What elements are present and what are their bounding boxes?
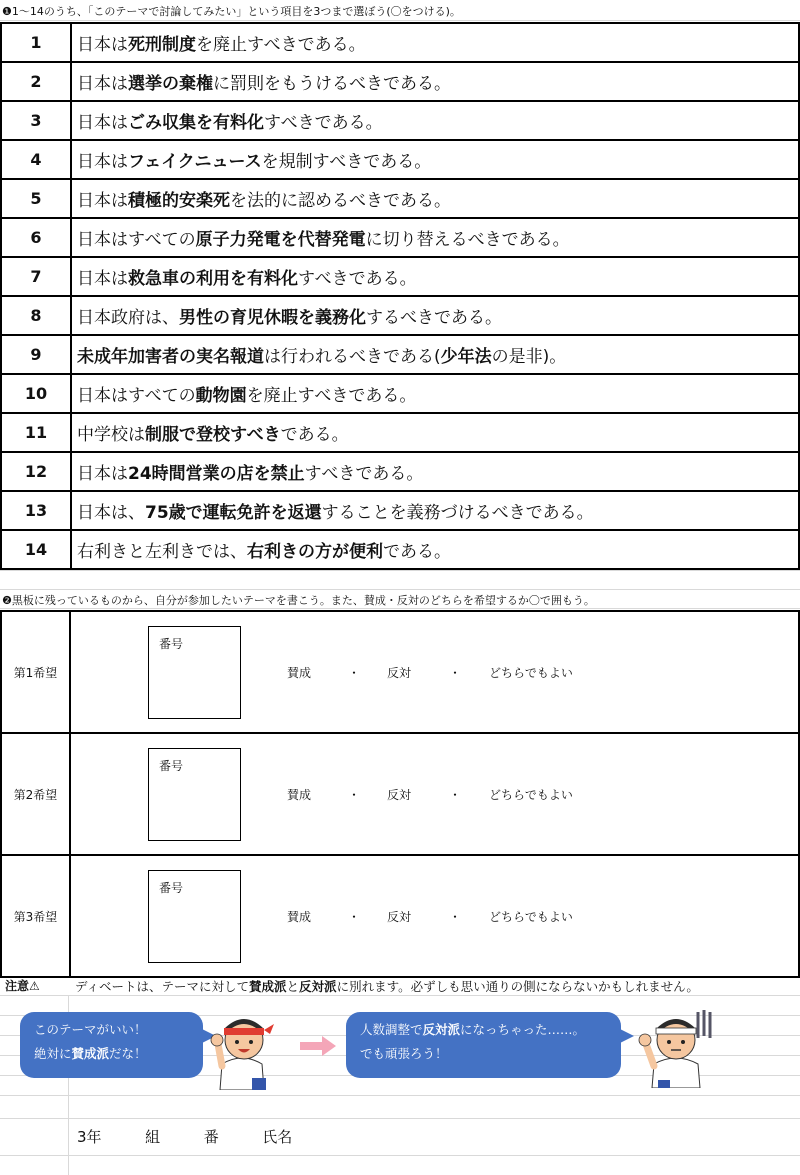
instruction-2: ❷黒板に残っているものから、自分が参加したいテーマを書こう。また、賛成・反対のどちらを希望するか〇で囲もう。: [2, 594, 595, 607]
topic-number[interactable]: 13: [1, 491, 71, 530]
bold-text: 動物園: [195, 386, 247, 406]
grid-line: [0, 1095, 800, 1096]
text-run: 日本は: [77, 113, 128, 133]
topic-text: [71, 374, 799, 413]
grid-line: [0, 995, 800, 996]
speech-bubble-left: [20, 1012, 203, 1078]
topic-text: [71, 62, 799, 101]
bold-text: 制服で登校すべき: [145, 425, 281, 445]
text-run: を法的に認めるべきである。: [230, 191, 451, 211]
option-separator: ・: [348, 788, 361, 802]
note-label: 注意⚠: [5, 979, 40, 993]
text-run: 日本は: [77, 464, 128, 484]
bold-text: フェイクニュース: [128, 152, 262, 172]
topic-text: [71, 140, 799, 179]
text-run: を廃止すべきである。: [246, 386, 417, 406]
grade-label: 3年: [77, 1128, 102, 1146]
text-run: と: [286, 979, 300, 994]
topic-row[interactable]: [1, 452, 799, 491]
choice-row: [1, 611, 799, 733]
bold-text: 24時間営業の店を禁止: [128, 464, 305, 484]
topic-row[interactable]: [1, 530, 799, 569]
bold-text: 賛成派: [249, 979, 287, 994]
topic-row[interactable]: [1, 218, 799, 257]
bold-text: ごみ収集を有料化: [128, 113, 264, 133]
topic-number[interactable]: 2: [1, 62, 71, 101]
topic-row[interactable]: [1, 374, 799, 413]
cheering-student-illustration: [208, 1004, 276, 1090]
text-run: 右利きと左利きでは、: [77, 542, 247, 562]
topic-text: [71, 491, 799, 530]
bold-text: 少年法: [440, 347, 492, 367]
bold-text: 救急車の利用を有料化: [128, 269, 298, 289]
bold-text: 75歳で運転免許を返還: [145, 503, 322, 523]
bold-text: 未成年加害者の実名報道: [77, 347, 264, 367]
choice-label: 第1希望: [1, 611, 70, 733]
number-box[interactable]: [148, 870, 241, 963]
text-run: すべきである。: [264, 113, 383, 133]
option-separator: ・: [449, 788, 462, 802]
text-run: 日本は: [77, 74, 128, 94]
topic-text: [71, 23, 799, 62]
instruction-1: ❶1～14のうち、「このテーマで討論してみたい」という項目を3つまで選ぼう(〇をつける)。: [2, 5, 461, 18]
option-separator: ・: [449, 666, 462, 680]
bubble-line: でも頑張ろう！: [360, 1046, 448, 1061]
topic-text: [71, 296, 799, 335]
number-label[interactable]: 番: [203, 1128, 219, 1146]
topic-number[interactable]: 11: [1, 413, 71, 452]
topic-row[interactable]: [1, 296, 799, 335]
option-disagree[interactable]: 反対: [387, 666, 412, 680]
topic-number[interactable]: 9: [1, 335, 71, 374]
bubble-line: [34, 1042, 189, 1066]
text-run: は行われるべきである(: [264, 347, 441, 367]
text-run: を廃止すべきである。: [196, 35, 366, 55]
class-label[interactable]: 組: [145, 1128, 161, 1146]
text-run: すべきである。: [298, 269, 417, 289]
topic-row[interactable]: [1, 413, 799, 452]
topic-row[interactable]: [1, 179, 799, 218]
text-run: 日本は: [77, 152, 128, 172]
text-run: に罰則をもうけるべきである。: [213, 74, 451, 94]
topic-text: [71, 218, 799, 257]
topic-text: [71, 413, 799, 452]
text-run: 日本はすべての: [77, 230, 196, 250]
grid-line: [0, 1155, 800, 1156]
text-run: 中学校は: [77, 425, 145, 445]
option-disagree[interactable]: 反対: [387, 910, 412, 924]
grid-line: [0, 608, 800, 609]
topic-text: [71, 101, 799, 140]
text-run: 日本は: [77, 35, 128, 55]
text-run: に別れます。必ずしも思い通りの側にならないかもしれません。: [336, 979, 699, 994]
number-box-label: 番号: [159, 881, 184, 895]
bubble-line: [360, 1018, 607, 1042]
bold-text: 原子力発電を代替発電: [195, 230, 366, 250]
topic-text: [71, 530, 799, 569]
choice-label: 第3希望: [1, 855, 70, 977]
topic-row[interactable]: [1, 335, 799, 374]
number-box-label: 番号: [159, 759, 184, 773]
bold-text: 積極的安楽死: [128, 191, 230, 211]
topic-number[interactable]: 4: [1, 140, 71, 179]
topic-number[interactable]: 8: [1, 296, 71, 335]
topic-number[interactable]: 7: [1, 257, 71, 296]
choice-row: [1, 733, 799, 855]
bold-text: 右利きの方が便利: [247, 542, 383, 562]
text-run: である。: [280, 425, 349, 445]
bold-text: 反対派: [422, 1022, 461, 1037]
option-separator: ・: [449, 910, 462, 924]
grid-line: [0, 1118, 800, 1119]
name-line: [77, 1126, 292, 1147]
topic-text: [71, 257, 799, 296]
topic-row[interactable]: [1, 491, 799, 530]
text-run: を規制すべきである。: [261, 152, 432, 172]
choice-label: 第2希望: [1, 733, 70, 855]
number-box[interactable]: [148, 626, 241, 719]
topic-row[interactable]: [1, 23, 799, 62]
option-either[interactable]: どちらでもよい: [489, 910, 573, 924]
option-agree[interactable]: 賛成: [287, 788, 312, 802]
text-run: 日本は、: [77, 503, 145, 523]
grid-line: [0, 570, 800, 571]
option-agree[interactable]: 賛成: [287, 910, 312, 924]
bubble-tail: [618, 1028, 634, 1044]
choice-row: [1, 855, 799, 977]
grid-line: [0, 20, 800, 21]
topic-row[interactable]: [1, 101, 799, 140]
option-either[interactable]: どちらでもよい: [489, 666, 573, 680]
text-run: になっちゃった……。: [460, 1022, 586, 1037]
speech-bubble-right: [346, 1012, 621, 1078]
bold-text: 選挙の棄権: [128, 74, 213, 94]
topic-number[interactable]: 12: [1, 452, 71, 491]
text-run: の是非)。: [491, 347, 567, 367]
text-run: だな！: [109, 1046, 147, 1061]
option-either[interactable]: どちらでもよい: [489, 788, 573, 802]
topic-row[interactable]: [1, 257, 799, 296]
topic-row[interactable]: [1, 140, 799, 179]
option-separator: ・: [348, 910, 361, 924]
text-run: すべきである。: [304, 464, 424, 484]
topic-number[interactable]: 6: [1, 218, 71, 257]
bold-text: 賛成派: [71, 1046, 110, 1061]
topic-number[interactable]: 10: [1, 374, 71, 413]
grid-line: [0, 589, 800, 590]
name-label[interactable]: 氏名: [262, 1128, 293, 1146]
text-run: である。: [383, 542, 451, 562]
note-text: [75, 977, 699, 995]
number-box-label: 番号: [159, 637, 184, 651]
text-run: に切り替えるべきである。: [365, 230, 570, 250]
text-run: 日本はすべての: [77, 386, 196, 406]
bold-text: 死刑制度: [128, 35, 196, 55]
topic-text: [71, 335, 799, 374]
text-run: 日本は: [77, 269, 128, 289]
number-box[interactable]: [148, 748, 241, 841]
determined-student-illustration: [636, 1000, 716, 1088]
arrow-right-icon: [300, 1036, 336, 1056]
option-separator: ・: [348, 666, 361, 680]
text-run: ディベートは、テーマに対して: [75, 979, 250, 994]
topic-number[interactable]: 5: [1, 179, 71, 218]
bold-text: 反対派: [299, 979, 337, 994]
text-run: 人数調整で: [360, 1022, 423, 1037]
text-run: することを義務づけるべきである。: [321, 503, 594, 523]
choice-cell[interactable]: [70, 855, 799, 977]
topic-row[interactable]: [1, 62, 799, 101]
choice-cell[interactable]: [70, 733, 799, 855]
topic-text: [71, 452, 799, 491]
topic-number[interactable]: 1: [1, 23, 71, 62]
option-agree[interactable]: 賛成: [287, 666, 312, 680]
topic-number[interactable]: 14: [1, 530, 71, 569]
topic-number[interactable]: 3: [1, 101, 71, 140]
text-run: 絶対に: [34, 1046, 72, 1061]
topic-text: [71, 179, 799, 218]
option-disagree[interactable]: 反対: [387, 788, 412, 802]
text-run: するべきである。: [366, 308, 502, 328]
text-run: 日本は: [77, 191, 128, 211]
bubble-line: このテーマがいい！: [34, 1022, 147, 1037]
choice-cell[interactable]: [70, 611, 799, 733]
text-run: 日本政府は、: [77, 308, 179, 328]
topic-table: [0, 22, 800, 570]
choice-table: [0, 610, 800, 978]
bold-text: 男性の育児休暇を義務化: [179, 308, 366, 328]
